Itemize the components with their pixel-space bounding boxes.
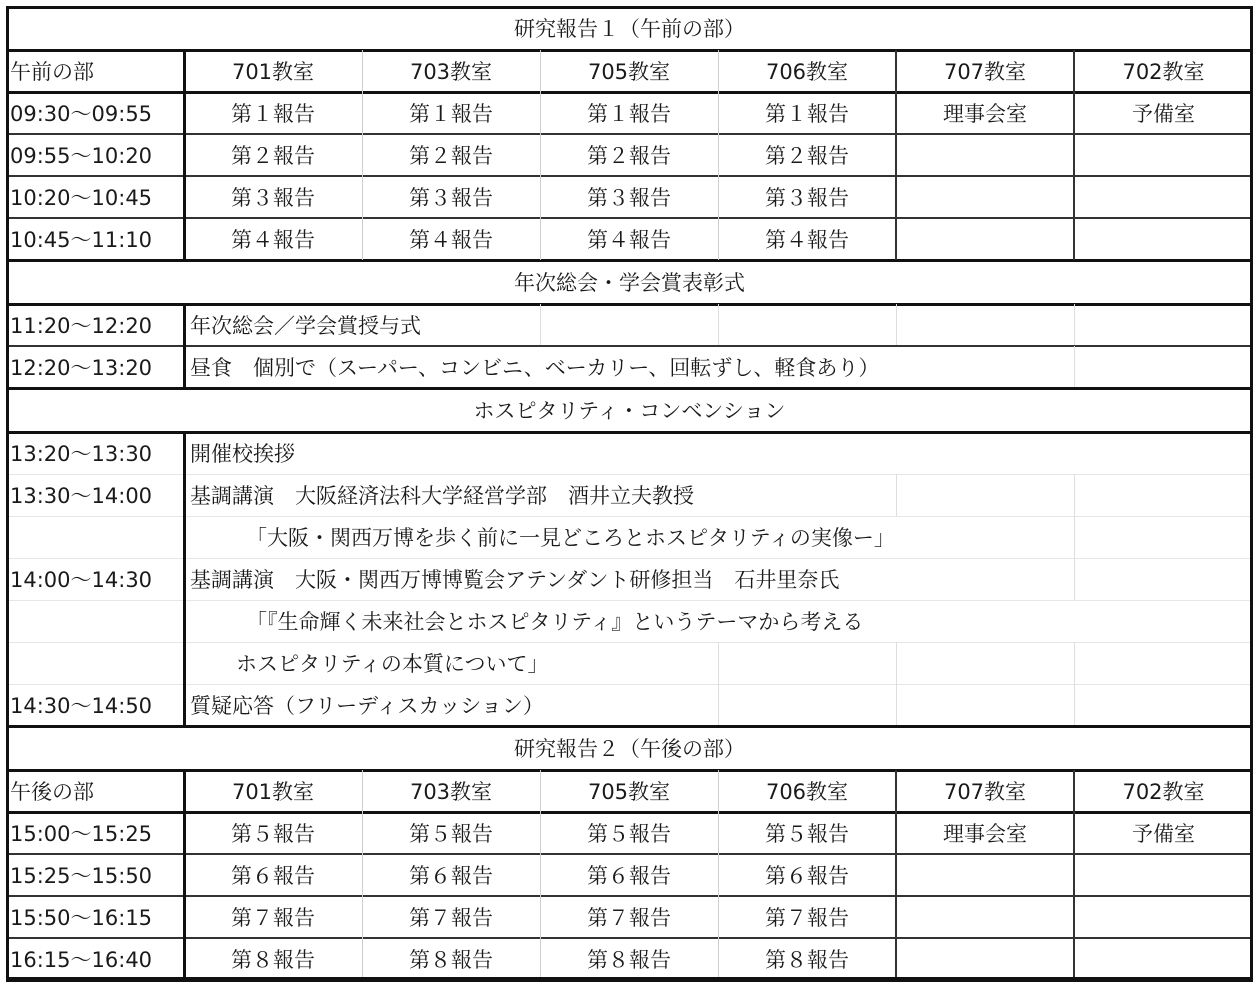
session-cell: 第４報告: [765, 228, 849, 252]
session-cell: 第１報告: [765, 102, 849, 126]
time-slot: 14:30～14:50: [10, 694, 153, 718]
session-cell: 第４報告: [409, 228, 493, 252]
time-slot: [6, 642, 184, 684]
table-row: [6, 176, 1253, 218]
column-divider: [1074, 346, 1075, 388]
room-header: 703教室: [409, 60, 493, 84]
time-slot: 10:20～10:45: [10, 186, 153, 210]
column-divider: [718, 642, 719, 684]
session-cell: [896, 896, 1074, 938]
session-cell: [1074, 218, 1253, 260]
session-cell: 第２報告: [231, 144, 315, 168]
table-row: [6, 812, 1253, 854]
row-divider: [6, 979, 1253, 982]
time-slot: 10:45～11:10: [10, 228, 153, 252]
table-row: [6, 938, 1253, 980]
session-cell: 第２報告: [587, 144, 671, 168]
session-cell: 第８報告: [231, 948, 315, 972]
room-header: 702教室: [1122, 780, 1205, 804]
session-cell: 理事会室: [943, 822, 1027, 846]
table-row: [6, 218, 1253, 260]
room-header-row: [6, 770, 1253, 812]
session-cell: [1074, 896, 1253, 938]
session-cell: 第７報告: [409, 906, 493, 930]
room-header: 705教室: [587, 780, 671, 804]
keynote-2-title: ホスピタリティの本質について」: [236, 652, 549, 676]
column-divider: [183, 304, 186, 388]
session-cell: 第６報告: [231, 864, 315, 888]
column-divider: [1073, 770, 1075, 980]
table-row: [6, 516, 1253, 558]
session-cell: [1074, 134, 1253, 176]
keynote-2-title: 「『生命輝く未来社会とホスピタリティ』というテーマから考える: [246, 610, 864, 634]
time-slot: 14:00～14:30: [10, 568, 153, 592]
session-cell: 第７報告: [765, 906, 849, 930]
room-header: 706教室: [765, 780, 849, 804]
column-divider: [362, 770, 363, 980]
session-cell: 予備室: [1132, 822, 1195, 846]
column-divider: [718, 304, 719, 346]
session-cell: 第５報告: [409, 822, 493, 846]
session-cell: 第７報告: [587, 906, 671, 930]
session-cell: [896, 854, 1074, 896]
session-cell: 理事会室: [943, 102, 1027, 126]
session-cell: 第５報告: [765, 822, 849, 846]
time-slot: 09:30～09:55: [10, 102, 153, 126]
time-slot: 13:20～13:30: [10, 442, 153, 466]
room-header: 706教室: [765, 60, 849, 84]
session-cell: [896, 938, 1074, 980]
keynote-2: 基調講演 大阪・関西万博博覧会アテンダント研修担当 石井里奈氏: [190, 568, 840, 592]
section-banner: [6, 726, 1253, 770]
table-row: [6, 558, 1253, 600]
table-row: [6, 642, 1253, 684]
session-cell: 第４報告: [587, 228, 671, 252]
session-cell: 第１報告: [409, 102, 493, 126]
session-cell: 第８報告: [765, 948, 849, 972]
column-divider: [1074, 558, 1075, 600]
table-row: [6, 474, 1253, 516]
column-divider: [896, 304, 897, 346]
table-row: [6, 684, 1253, 726]
column-divider: [896, 474, 897, 516]
time-slot: 15:00～15:25: [10, 822, 153, 846]
session-cell: 第１報告: [587, 102, 671, 126]
column-divider: [183, 770, 186, 980]
column-divider: [895, 50, 897, 260]
time-slot: 15:50～16:15: [10, 906, 153, 930]
column-divider: [1073, 50, 1075, 260]
time-column-header: 午後の部: [10, 780, 94, 804]
time-slot: 09:55～10:20: [10, 144, 153, 168]
room-header: 705教室: [587, 60, 671, 84]
column-divider: [183, 50, 186, 260]
table-row: [6, 600, 1253, 642]
time-slot: 16:15～16:40: [10, 948, 153, 972]
table-row: [6, 304, 1253, 346]
time-column-header: 午前の部: [10, 60, 94, 84]
room-header-row: [6, 50, 1253, 92]
session-cell: 第６報告: [409, 864, 493, 888]
session-cell: 第２報告: [765, 144, 849, 168]
table-row: [6, 346, 1253, 388]
time-slot: [6, 600, 184, 642]
room-header: 701教室: [231, 780, 315, 804]
room-header: 707教室: [943, 780, 1027, 804]
column-divider: [1074, 684, 1075, 726]
column-divider: [718, 50, 719, 260]
session-cell: 第５報告: [587, 822, 671, 846]
room-header: 703教室: [409, 780, 493, 804]
session-cell: 第７報告: [231, 906, 315, 930]
section-title: 研究報告１（午前の部）: [514, 17, 745, 41]
lunch-item: 昼食 個別で（スーパー、コンビニ、ベーカリー、回転ずし、軽食あり）: [190, 356, 880, 380]
session-cell: 第６報告: [587, 864, 671, 888]
column-divider: [1074, 642, 1075, 684]
session-cell: [896, 176, 1074, 218]
column-divider: [1074, 516, 1075, 558]
session-cell: 第３報告: [765, 186, 849, 210]
section-banner: [6, 260, 1253, 304]
keynote-1: 基調講演 大阪経済法科大学経営学部 酒井立夫教授: [190, 484, 694, 508]
column-divider: [540, 770, 541, 980]
section-banner: [6, 388, 1253, 432]
column-divider: [362, 50, 363, 260]
column-divider: [896, 642, 897, 684]
table-row: [6, 432, 1253, 474]
room-header: 701教室: [231, 60, 315, 84]
time-slot: 11:20～12:20: [10, 314, 153, 338]
keynote-1-title: 「大阪・関西万博を歩く前に一見どころとホスピタリティの実像ー」: [246, 526, 895, 550]
session-cell: 第３報告: [409, 186, 493, 210]
welcome-address: 開催校挨拶: [190, 442, 295, 466]
session-cell: 第５報告: [231, 822, 315, 846]
session-cell: [1074, 938, 1253, 980]
column-divider: [540, 304, 541, 346]
session-cell: [896, 218, 1074, 260]
session-cell: 予備室: [1132, 102, 1195, 126]
session-cell: 第３報告: [231, 186, 315, 210]
qa-session: 質疑応答（フリーディスカッション）: [190, 694, 544, 718]
column-divider: [895, 770, 897, 980]
column-divider: [718, 770, 719, 980]
section-title: 年次総会・学会賞表彰式: [514, 271, 745, 295]
section-banner: [6, 6, 1253, 50]
session-cell: 第８報告: [409, 948, 493, 972]
table-row: [6, 92, 1253, 134]
room-header: 707教室: [943, 60, 1027, 84]
column-divider: [896, 684, 897, 726]
session-cell: 第４報告: [231, 228, 315, 252]
column-divider: [718, 684, 719, 726]
session-cell: 第３報告: [587, 186, 671, 210]
table-row: [6, 854, 1253, 896]
column-divider: [540, 50, 541, 260]
section-title: 研究報告２（午後の部）: [514, 737, 745, 761]
time-slot: 12:20～13:20: [10, 356, 153, 380]
section-title: ホスピタリティ・コンベンション: [473, 399, 786, 423]
session-cell: 第８報告: [587, 948, 671, 972]
time-slot: [6, 516, 184, 558]
room-header: 702教室: [1122, 60, 1205, 84]
table-row: [6, 896, 1253, 938]
session-cell: [1074, 176, 1253, 218]
session-cell: 第１報告: [231, 102, 315, 126]
column-divider: [1074, 474, 1075, 516]
session-cell: [1074, 854, 1253, 896]
session-cell: [896, 134, 1074, 176]
table-row: [6, 134, 1253, 176]
column-divider: [183, 432, 186, 726]
time-slot: 13:30～14:00: [10, 484, 153, 508]
session-cell: 第２報告: [409, 144, 493, 168]
session-cell: 第６報告: [765, 864, 849, 888]
time-slot: 15:25～15:50: [10, 864, 153, 888]
assembly-item: 年次総会／学会賞授与式: [190, 314, 421, 338]
column-divider: [1074, 304, 1075, 346]
